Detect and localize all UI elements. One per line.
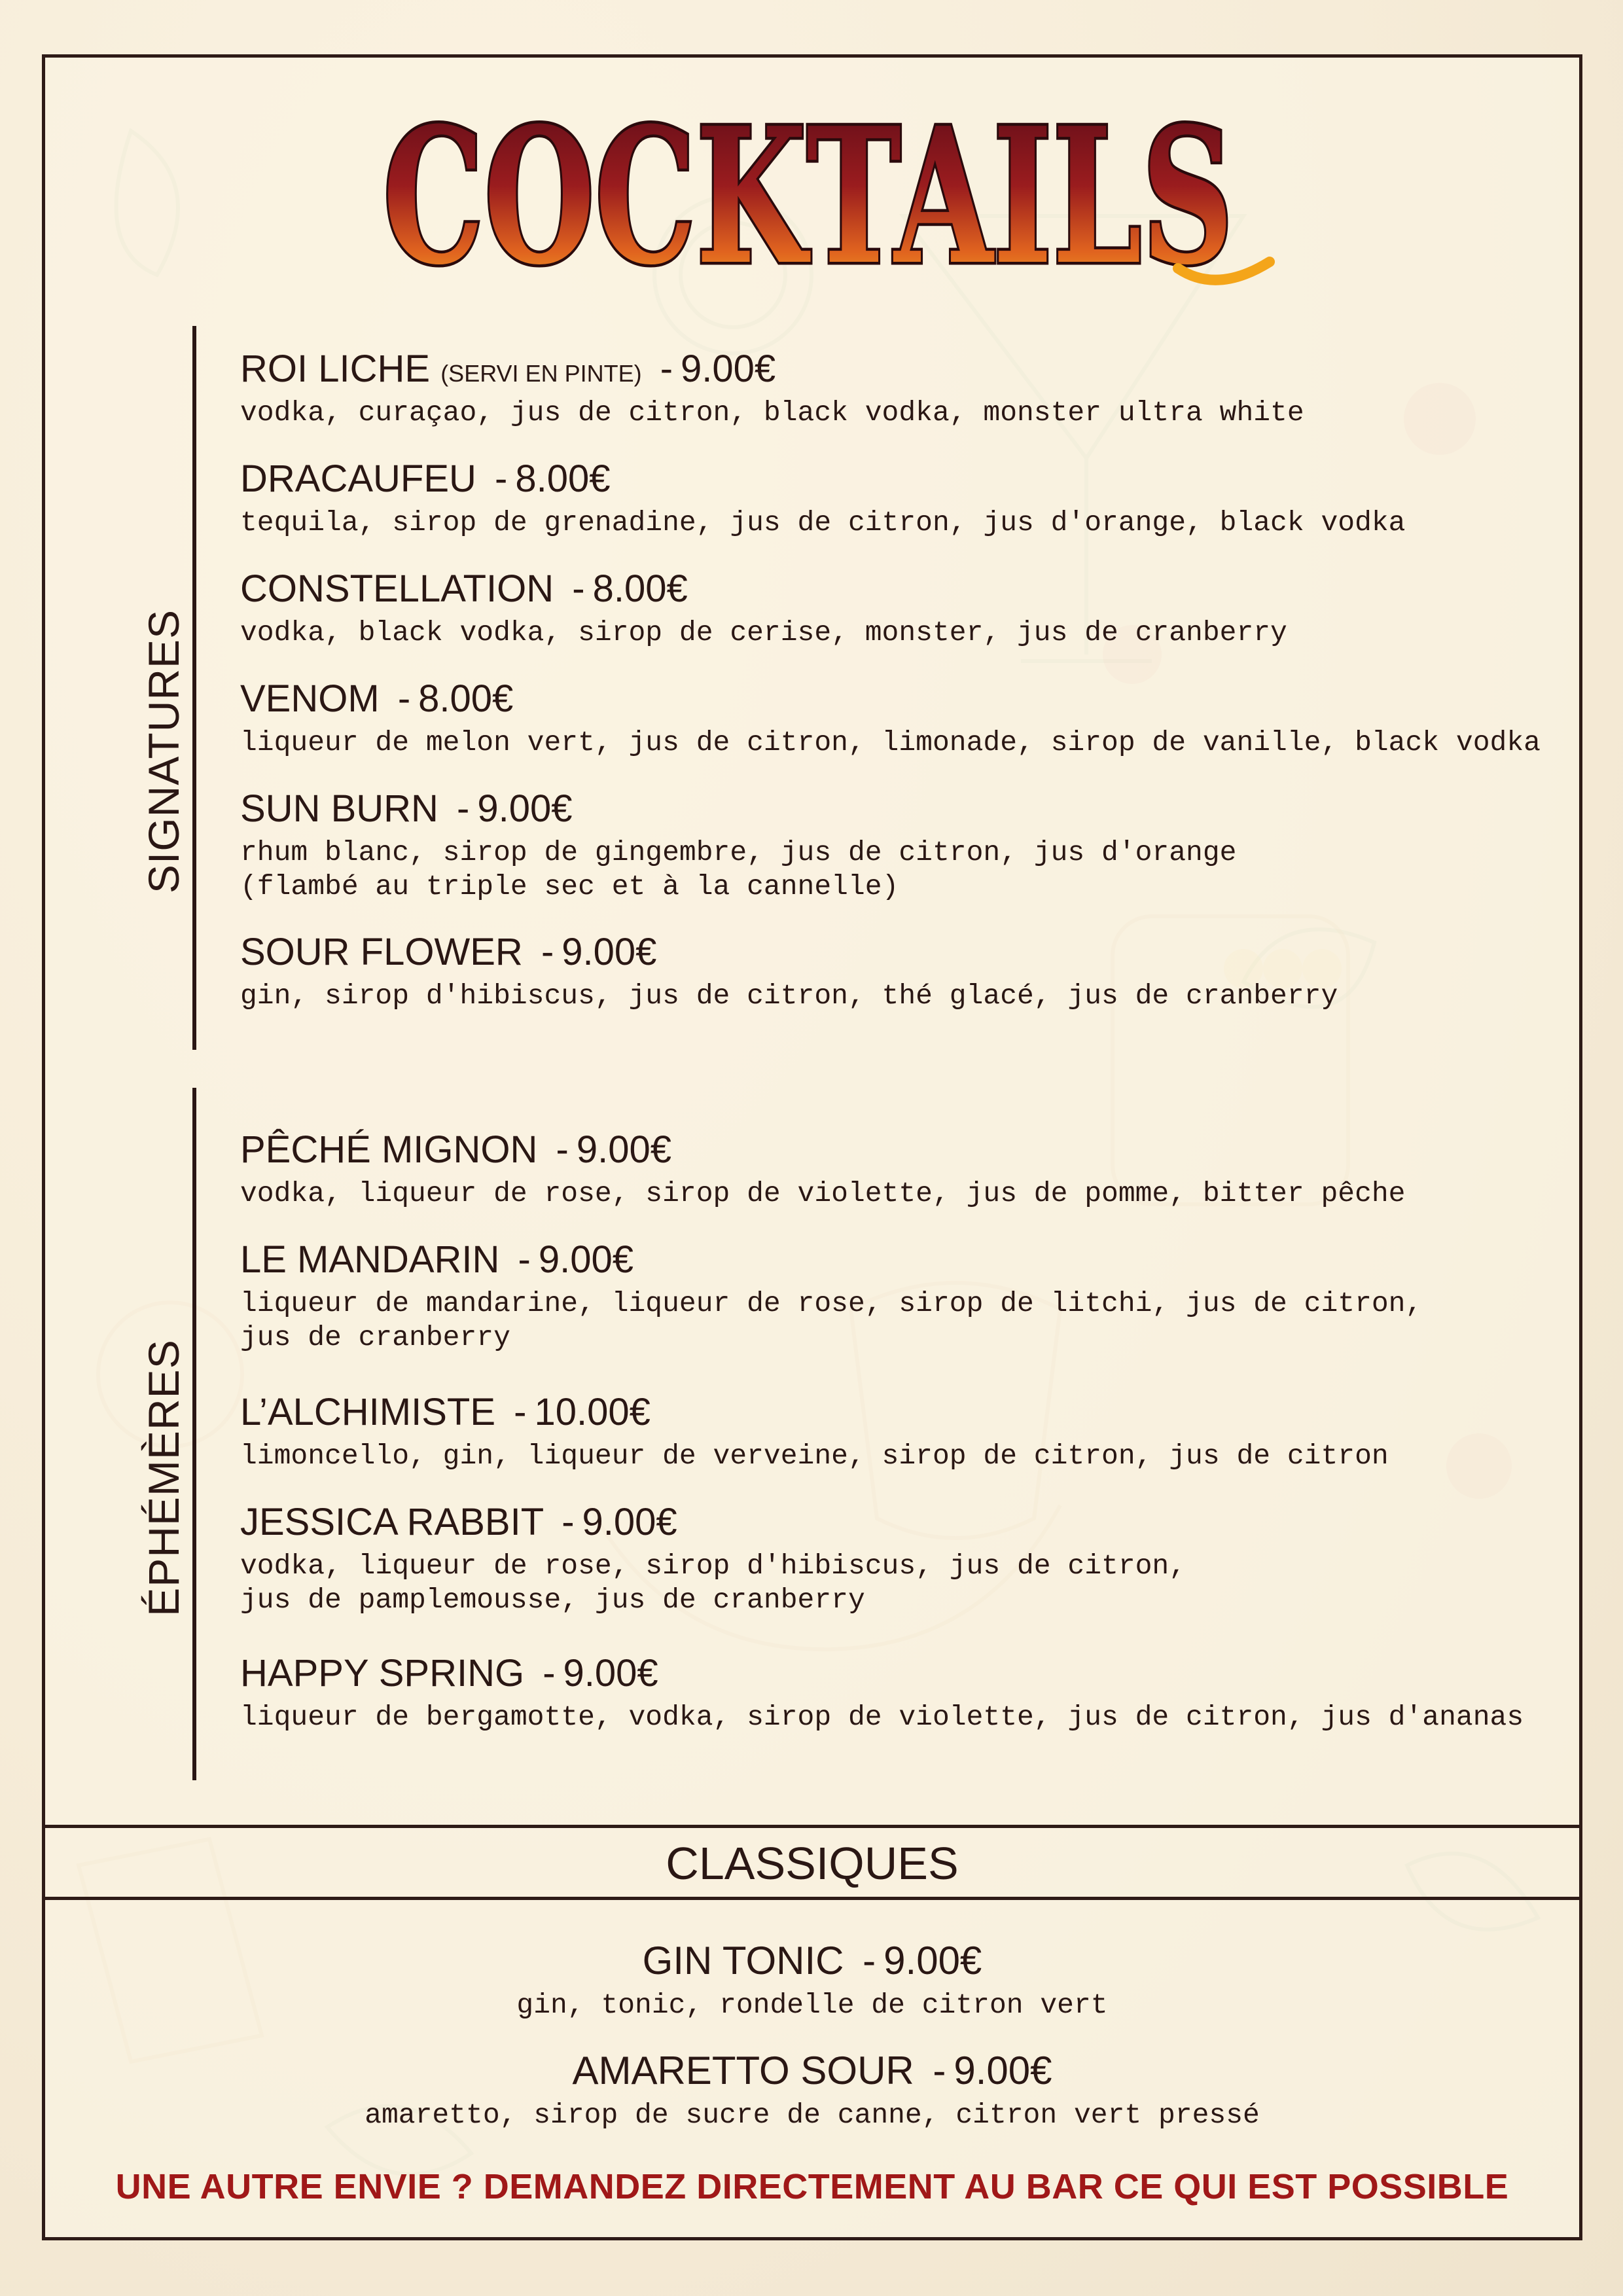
item-name: LE MANDARIN <box>240 1238 500 1281</box>
ingredient-line: vodka, liqueur de rose, sirop de violette, jus de pomme, bitter pêche <box>240 1177 1406 1210</box>
item-name: GIN TONIC <box>642 1939 844 1982</box>
item-price: 9.00€ <box>562 931 657 973</box>
item-title <box>240 1128 1406 1171</box>
footer-note: UNE AUTRE ENVIE ? DEMANDEZ DIRECTEMENT AU BAR CE QUI EST POSSIBLE <box>115 2167 1509 2206</box>
menu-item <box>240 1652 1524 1734</box>
item-price: 8.00€ <box>515 457 611 500</box>
classiques-rule-bottom <box>42 1897 1582 1900</box>
cocktails-title <box>340 72 1276 321</box>
ingredient-line: vodka, black vodka, sirop de cerise, monster, jus de cranberry <box>240 617 1287 649</box>
ingredient-line: jus de pamplemousse, jus de cranberry <box>240 1584 865 1616</box>
menu-item <box>240 1238 1423 1355</box>
menu-item <box>240 933 1338 1013</box>
menu-item <box>240 1503 1186 1617</box>
menu-item <box>240 677 1541 760</box>
classiques-heading: CLASSIQUES <box>666 1838 959 1889</box>
item-name: JESSICA RABBIT <box>240 1501 544 1543</box>
classiques-rule-top <box>42 1825 1582 1828</box>
price-separator: - <box>541 931 554 973</box>
item-title <box>240 350 1304 388</box>
title-text: COCKTAILS <box>383 87 1234 306</box>
item-price: 9.00€ <box>883 1939 982 1982</box>
section-label-ephemeres: ÉPHÉMÈRES <box>139 1339 188 1617</box>
menu-item <box>240 567 1287 650</box>
item-name: HAPPY SPRING <box>240 1652 525 1695</box>
menu-item <box>240 787 1237 904</box>
item-name: SUN BURN <box>240 787 438 830</box>
price-separator: - <box>543 1652 556 1695</box>
ingredient-line: liqueur de bergamotte, vodka, sirop de violette, jus de citron, jus d'ananas <box>240 1701 1524 1733</box>
item-ingredients <box>240 979 1338 1013</box>
ingredient-line: tequila, sirop de grenadine, jus de citron, jus d'orange, black vodka <box>240 507 1406 539</box>
item-title <box>240 567 1287 610</box>
menu-item <box>42 1941 1582 2022</box>
item-price: 9.00€ <box>954 2049 1052 2092</box>
ingredient-line: limoncello, gin, liqueur de verveine, sirop de citron, jus de citron <box>240 1440 1389 1472</box>
item-title <box>42 1941 1582 1981</box>
item-price: 8.00€ <box>418 677 514 720</box>
item-ingredients <box>240 1439 1389 1473</box>
price-separator: - <box>518 1238 531 1281</box>
item-name: L’ALCHIMISTE <box>240 1391 495 1433</box>
item-name: CONSTELLATION <box>240 567 554 610</box>
section-label-signatures: SIGNATURES <box>139 609 188 894</box>
price-separator: - <box>457 787 470 830</box>
menu-item <box>240 350 1304 430</box>
item-name: VENOM <box>240 677 380 720</box>
ingredient-line: gin, sirop d'hibiscus, jus de citron, thé glacé, jus de cranberry <box>240 980 1338 1012</box>
item-price: 10.00€ <box>534 1391 651 1433</box>
item-ingredients <box>240 1287 1422 1355</box>
item-ingredients <box>240 726 1541 760</box>
item-ingredients <box>240 836 1236 904</box>
price-separator: - <box>556 1128 569 1171</box>
item-price: 8.00€ <box>592 567 688 610</box>
item-ingredients <box>240 506 1406 540</box>
item-ingredients: gin, tonic, rondelle de citron vert <box>516 1989 1108 2021</box>
item-name: ROI LICHE <box>240 348 431 390</box>
ingredient-line: vodka, curaçao, jus de citron, black vodka, monster ultra white <box>240 397 1304 429</box>
menu-item <box>240 1393 1389 1473</box>
menu-item <box>240 1128 1406 1211</box>
item-price: 9.00€ <box>538 1238 634 1281</box>
ingredient-line: rhum blanc, sirop de gingembre, jus de citron, jus d'orange <box>240 836 1237 869</box>
item-title <box>240 1238 1422 1281</box>
price-separator: - <box>514 1391 527 1433</box>
item-price: 9.00€ <box>681 348 776 390</box>
item-price: 9.00€ <box>563 1652 658 1695</box>
item-ingredients <box>240 396 1304 430</box>
item-ingredients <box>240 1549 1186 1617</box>
ingredient-line: jus de cranberry <box>240 1321 510 1354</box>
signatures-rule <box>192 326 196 1050</box>
item-title <box>42 2051 1582 2090</box>
item-title <box>240 1503 1186 1541</box>
menu-item <box>240 457 1406 540</box>
item-title <box>240 787 1236 830</box>
item-ingredients: amaretto, sirop de sucre de canne, citron vert pressé <box>365 2099 1260 2131</box>
item-title <box>240 933 1338 971</box>
price-separator: - <box>397 677 411 720</box>
item-price: 9.00€ <box>576 1128 671 1171</box>
item-price: 9.00€ <box>477 787 573 830</box>
price-separator: - <box>495 457 508 500</box>
price-separator: - <box>572 567 585 610</box>
item-price: 9.00€ <box>582 1501 677 1543</box>
item-title <box>240 677 1541 720</box>
item-title <box>240 1393 1389 1431</box>
ingredient-line: vodka, liqueur de rose, sirop d'hibiscus, jus de citron, <box>240 1550 1186 1582</box>
price-separator: - <box>660 348 673 390</box>
item-name: SOUR FLOWER <box>240 931 523 973</box>
ingredient-line: liqueur de mandarine, liqueur de rose, sirop de litchi, jus de citron, <box>240 1287 1423 1319</box>
item-ingredients <box>240 1177 1406 1211</box>
price-separator: - <box>562 1501 575 1543</box>
ingredient-line: (flambé au triple sec et à la cannelle) <box>240 870 899 903</box>
item-name: PÊCHÉ MIGNON <box>240 1128 538 1171</box>
item-title <box>240 1652 1524 1695</box>
item-note: (SERVI EN PINTE) <box>440 360 642 387</box>
item-ingredients <box>240 616 1287 650</box>
price-separator: - <box>863 1939 876 1982</box>
item-ingredients <box>240 1700 1524 1734</box>
item-name: DRACAUFEU <box>240 457 476 500</box>
ephemeres-rule <box>192 1088 196 1780</box>
item-name: AMARETTO SOUR <box>572 2049 914 2092</box>
item-title <box>240 457 1406 500</box>
price-separator: - <box>933 2049 946 2092</box>
ingredient-line: liqueur de melon vert, jus de citron, limonade, sirop de vanille, black vodka <box>240 726 1541 759</box>
menu-item <box>42 2051 1582 2132</box>
